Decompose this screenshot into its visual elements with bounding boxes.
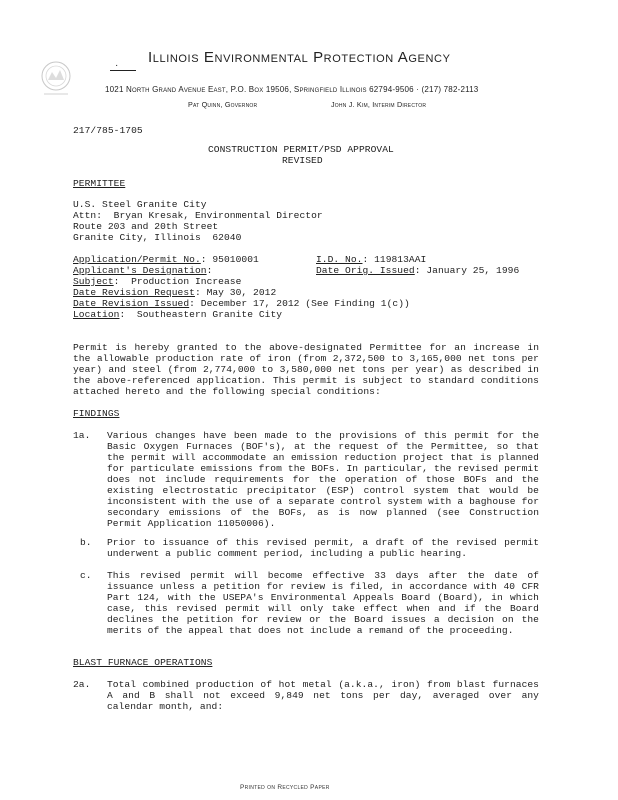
permit-location: Location: Southeastern Granite City <box>73 309 283 320</box>
director-name: John J. Kim, Interim Director <box>331 100 427 109</box>
finding-text: Prior to issuance of this revised permit, a draft of the revised permit underwent a public comment period, including a public hearing. <box>107 537 539 559</box>
blast-furnace-heading: BLAST FURNACE OPERATIONS <box>73 657 213 668</box>
condition-text: Total combined production of hot metal (a.k.a., iron) from blast furnaces A and B shall not exceed 9,849 net tons per day, averaged over any calendar month, and: <box>107 679 539 712</box>
document-title: CONSTRUCTION PERMIT/PSD APPROVAL <box>208 144 394 155</box>
document-subtitle: REVISED <box>282 155 323 166</box>
recycled-paper-footer: Printed on Recycled Paper <box>240 784 330 791</box>
id-number: I.D. No.: 119813AAI <box>316 254 427 265</box>
date-originally-issued: Date Orig. Issued: January 25, 1996 <box>316 265 520 276</box>
applicant-designation: Applicant's Designation: <box>73 265 213 276</box>
date-revision-issued: Date Revision Issued: December 17, 2012 (See Finding 1(c)) <box>73 298 410 309</box>
finding-text: Various changes have been made to the provisions of this permit for the Basic Oxygen Furnaces (BOF's), at the request of the Permittee, so that the permit will accommodate an emission reduction project that is planned for particulate emissions from the BOFs. In particular, the revised permit does not include requirements for the operation of those BOFs and the existing electrostatic precipitator (ESP) control system that would be inconsistent with the use of a separate control system with a baghouse for secondary emissions of the BOFs, as is now planned (see Construction Permit Application 11050006). <box>107 430 539 529</box>
findings-heading: FINDINGS <box>73 408 120 419</box>
application-number: Application/Permit No.: 95010001 <box>73 254 259 265</box>
permittee-city: Granite City, Illinois 62040 <box>73 232 242 243</box>
permittee-heading: PERMITTEE <box>73 178 126 189</box>
date-revision-request: Date Revision Request: May 30, 2012 <box>73 287 277 298</box>
permittee-street: Route 203 and 20th Street <box>73 221 219 232</box>
bullet-mark: · <box>115 60 119 71</box>
state-seal-logo <box>38 58 74 98</box>
finding-number: c. <box>80 570 92 581</box>
finding-number: 1a. <box>73 430 91 441</box>
permittee-name: U.S. Steel Granite City <box>73 199 207 210</box>
letterhead-rule <box>110 70 136 71</box>
finding-text: This revised permit will become effective 33 days after the date of issuance unless a petition for review is filed, in accordance with 40 CFR Part 124, with the USEPA's Environmental Appeals Board (Board), in which case, this revised permit will only take effect when and if the Board declines the petition for review or the Board issues a decision on the merits of the appeal that does not include a remand of the proceeding. <box>107 570 539 636</box>
condition-number: 2a. <box>73 679 91 690</box>
governor-name: Pat Quinn, Governor <box>188 100 258 109</box>
permittee-attn: Attn: Bryan Kresak, Environmental Director <box>73 210 323 221</box>
permit-intro-paragraph: Permit is hereby granted to the above-designated Permittee for an increase in the allowable production rate of iron (from 2,372,500 to 3,165,000 net tons per year) and steel (from 2,774,000 to 3,580,000 net tons per year) as described in the above-referenced application. This permit is subject to standard conditions attached hereto and the following special conditions: <box>73 342 539 397</box>
finding-number: b. <box>80 537 92 548</box>
permit-subject: Subject: Production Increase <box>73 276 242 287</box>
agency-address: 1021 North Grand Avenue East, P.O. Box 19506, Springfield Illinois 62794-9506 · (217) 782-2113 <box>105 85 479 94</box>
agency-title: Illinois Environmental Protection Agency <box>148 49 451 66</box>
phone-reference: 217/785-1705 <box>73 125 143 136</box>
